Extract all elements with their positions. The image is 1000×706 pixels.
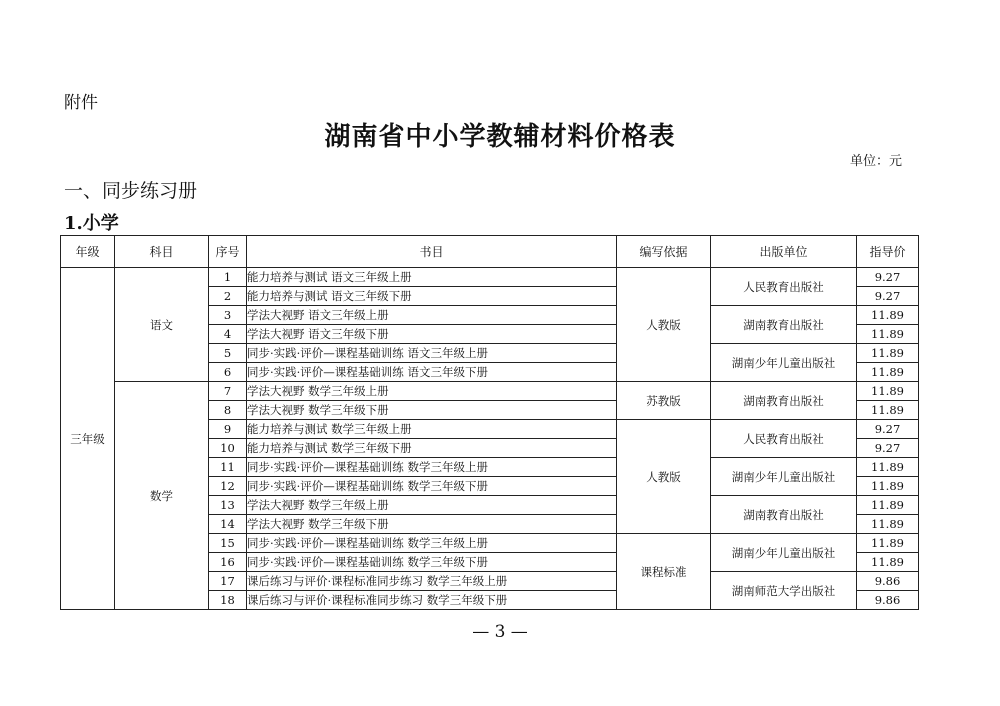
unit-label: 单位：元 <box>849 154 902 169</box>
number-cell: 13 <box>209 496 247 515</box>
book-cell: 能力培养与测试 语文三年级上册 <box>247 268 617 287</box>
number-cell: 3 <box>209 306 247 325</box>
number-cell: 6 <box>209 363 247 382</box>
price-cell: 11.89 <box>857 496 919 515</box>
table-header-row <box>61 236 919 268</box>
grade-cell: 三年级 <box>61 268 115 610</box>
page-number: — 3 — <box>472 622 528 642</box>
publisher-cell: 人民教育出版社 <box>711 420 857 458</box>
publisher-cell: 湖南少年儿童出版社 <box>711 458 857 496</box>
subsection-heading: 1.小学 <box>64 213 119 234</box>
book-cell: 课后练习与评价·课程标准同步练习 数学三年级下册 <box>247 591 617 610</box>
number-cell: 11 <box>209 458 247 477</box>
price-cell: 11.89 <box>857 401 919 420</box>
price-cell: 11.89 <box>857 477 919 496</box>
number-cell: 1 <box>209 268 247 287</box>
price-cell: 11.89 <box>857 306 919 325</box>
number-cell: 4 <box>209 325 247 344</box>
subject-cell-math: 数学 <box>115 382 209 610</box>
basis-cell: 课程标准 <box>617 534 711 610</box>
book-cell: 能力培养与测试 数学三年级上册 <box>247 420 617 439</box>
publisher-cell: 湖南教育出版社 <box>711 382 857 420</box>
price-cell: 9.27 <box>857 420 919 439</box>
document-title: 湖南省中小学教辅材料价格表 <box>324 122 676 152</box>
header-subject: 科目 <box>115 236 209 268</box>
publisher-cell: 人民教育出版社 <box>711 268 857 306</box>
price-cell: 9.27 <box>857 439 919 458</box>
number-cell: 7 <box>209 382 247 401</box>
number-cell: 9 <box>209 420 247 439</box>
price-cell: 9.86 <box>857 591 919 610</box>
basis-cell: 人教版 <box>617 420 711 534</box>
price-cell: 11.89 <box>857 325 919 344</box>
number-cell: 17 <box>209 572 247 591</box>
publisher-cell: 湖南少年儿童出版社 <box>711 344 857 382</box>
book-cell: 能力培养与测试 语文三年级下册 <box>247 287 617 306</box>
book-cell: 学法大视野 语文三年级上册 <box>247 306 617 325</box>
publisher-cell: 湖南师范大学出版社 <box>711 572 857 610</box>
book-cell: 课后练习与评价·课程标准同步练习 数学三年级上册 <box>247 572 617 591</box>
book-cell: 同步·实践·评价—课程基础训练 数学三年级上册 <box>247 458 617 477</box>
price-cell: 9.27 <box>857 268 919 287</box>
book-cell: 学法大视野 语文三年级下册 <box>247 325 617 344</box>
number-cell: 8 <box>209 401 247 420</box>
number-cell: 10 <box>209 439 247 458</box>
header-price: 指导价 <box>857 236 919 268</box>
header-book: 书目 <box>247 236 617 268</box>
price-table <box>60 235 919 610</box>
book-cell: 学法大视野 数学三年级下册 <box>247 401 617 420</box>
price-cell: 9.27 <box>857 287 919 306</box>
number-cell: 18 <box>209 591 247 610</box>
section-heading: 一、同步练习册 <box>64 180 198 202</box>
price-cell: 11.89 <box>857 382 919 401</box>
number-cell: 14 <box>209 515 247 534</box>
book-cell: 同步·实践·评价—课程基础训练 数学三年级上册 <box>247 534 617 553</box>
header-grade: 年级 <box>61 236 115 268</box>
number-cell: 15 <box>209 534 247 553</box>
book-cell: 学法大视野 数学三年级上册 <box>247 382 617 401</box>
book-cell: 同步·实践·评价—课程基础训练 数学三年级下册 <box>247 553 617 572</box>
price-cell: 11.89 <box>857 363 919 382</box>
basis-cell: 人教版 <box>617 268 711 382</box>
number-cell: 5 <box>209 344 247 363</box>
basis-cell: 苏教版 <box>617 382 711 420</box>
table-row <box>61 268 919 287</box>
price-cell: 11.89 <box>857 534 919 553</box>
price-cell: 11.89 <box>857 553 919 572</box>
header-number: 序号 <box>209 236 247 268</box>
book-cell: 同步·实践·评价—课程基础训练 语文三年级下册 <box>247 363 617 382</box>
attachment-label: 附件 <box>64 93 98 113</box>
price-cell: 11.89 <box>857 515 919 534</box>
price-cell: 9.86 <box>857 572 919 591</box>
book-cell: 同步·实践·评价—课程基础训练 语文三年级上册 <box>247 344 617 363</box>
book-cell: 学法大视野 数学三年级下册 <box>247 515 617 534</box>
header-basis: 编写依据 <box>617 236 711 268</box>
subject-cell-chinese: 语文 <box>115 268 209 382</box>
table-row <box>61 382 919 401</box>
number-cell: 12 <box>209 477 247 496</box>
number-cell: 16 <box>209 553 247 572</box>
book-cell: 同步·实践·评价—课程基础训练 数学三年级下册 <box>247 477 617 496</box>
publisher-cell: 湖南教育出版社 <box>711 496 857 534</box>
publisher-cell: 湖南少年儿童出版社 <box>711 534 857 572</box>
number-cell: 2 <box>209 287 247 306</box>
book-cell: 学法大视野 数学三年级上册 <box>247 496 617 515</box>
book-cell: 能力培养与测试 数学三年级下册 <box>247 439 617 458</box>
price-cell: 11.89 <box>857 344 919 363</box>
price-cell: 11.89 <box>857 458 919 477</box>
publisher-cell: 湖南教育出版社 <box>711 306 857 344</box>
header-publisher: 出版单位 <box>711 236 857 268</box>
